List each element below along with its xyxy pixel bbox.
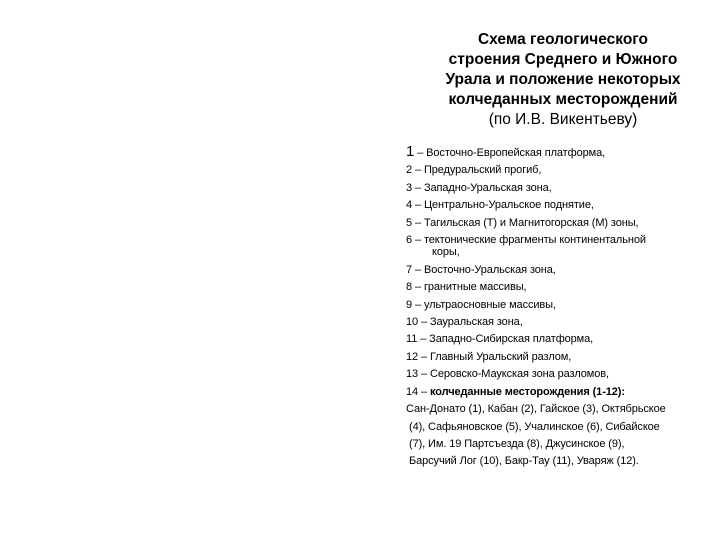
title-line-2: строения Среднего и Южного [448,51,678,68]
legend-text: – Восточно-Европейская платформа, [414,147,606,159]
legend-num: 13 [406,368,419,381]
legend-num: 1 [406,143,415,160]
legend-num: 7 [406,263,413,276]
legend-item-2 [406,162,712,179]
legend [406,143,712,471]
legend-num: 9 [406,298,413,311]
legend-item-11 [406,331,712,348]
legend-text: – Зауральская зона, [418,316,523,329]
legend-text: – ультраосновные массивы, [412,298,556,311]
legend-item-3 [406,180,712,197]
legend-num: 4 [406,199,413,212]
legend-text: – Восточно-Уральская зона, [412,263,556,276]
deposits-list-line: Барсучий Лог (10), Бакр-Тау (11), Уваряж (12). [409,455,639,468]
legend-text: – Серовско-Маукская зона разломов, [418,368,609,381]
legend-text: – Центрально-Уральское поднятие, [412,199,594,212]
title-line-1: Схема геологического [477,31,649,48]
legend-item-5 [406,215,712,232]
legend-num: 12 [406,350,419,363]
legend-num: 10 [406,316,419,329]
legend-num: 2 [406,164,413,177]
legend-item-4 [406,197,712,214]
legend-text: – гранитные массивы, [412,281,527,294]
legend-num: 11 [406,333,418,346]
legend-num: 8 [406,281,413,294]
legend-text: – Западно-Уральская зона, [412,181,552,194]
title-line-4: колчеданных месторождений [448,91,678,108]
title-source: (по И.В. Викентьеву) [488,111,638,128]
legend-num: 5 [406,216,413,229]
legend-text: – тектонические фрагменты континентальной [412,234,646,247]
deposits-list-line: (4), Сафьяновское (5), Учалинское (6), Сибайское [409,420,660,433]
map-title [420,30,706,130]
deposits-list-line: (7), Им. 19 Партсъезда (8), Джусинское (9), [409,437,625,450]
legend-item-13 [406,366,712,383]
legend-num: 6 [406,234,413,247]
legend-num: 3 [406,181,413,194]
legend-item-10 [406,314,712,331]
legend-text: – Западно-Сибирская платформа, [417,333,594,346]
deposits-label: колчеданные месторождения (1-12): [429,385,625,398]
legend-text: – Предуральский прогиб, [412,164,542,177]
title-line-3: Урала и положение некоторых [445,71,681,88]
legend-item-14 [406,384,712,401]
legend-item-7 [406,262,712,279]
deposits-prefix: 14 – [406,385,430,398]
legend-text: – Тагильская (Т) и Магнитогорская (М) зоны, [412,216,639,229]
legend-item-1 [406,143,712,162]
deposits-list-line: Сан-Донато (1), Кабан (2), Гайское (3), Октябрьское [406,403,666,416]
legend-text: – Главный Уральский разлом, [418,350,572,363]
legend-item-9 [406,297,712,314]
legend-item-6-continuation: коры, [432,246,460,259]
legend-item-8 [406,279,712,296]
legend-item-12 [406,349,712,366]
